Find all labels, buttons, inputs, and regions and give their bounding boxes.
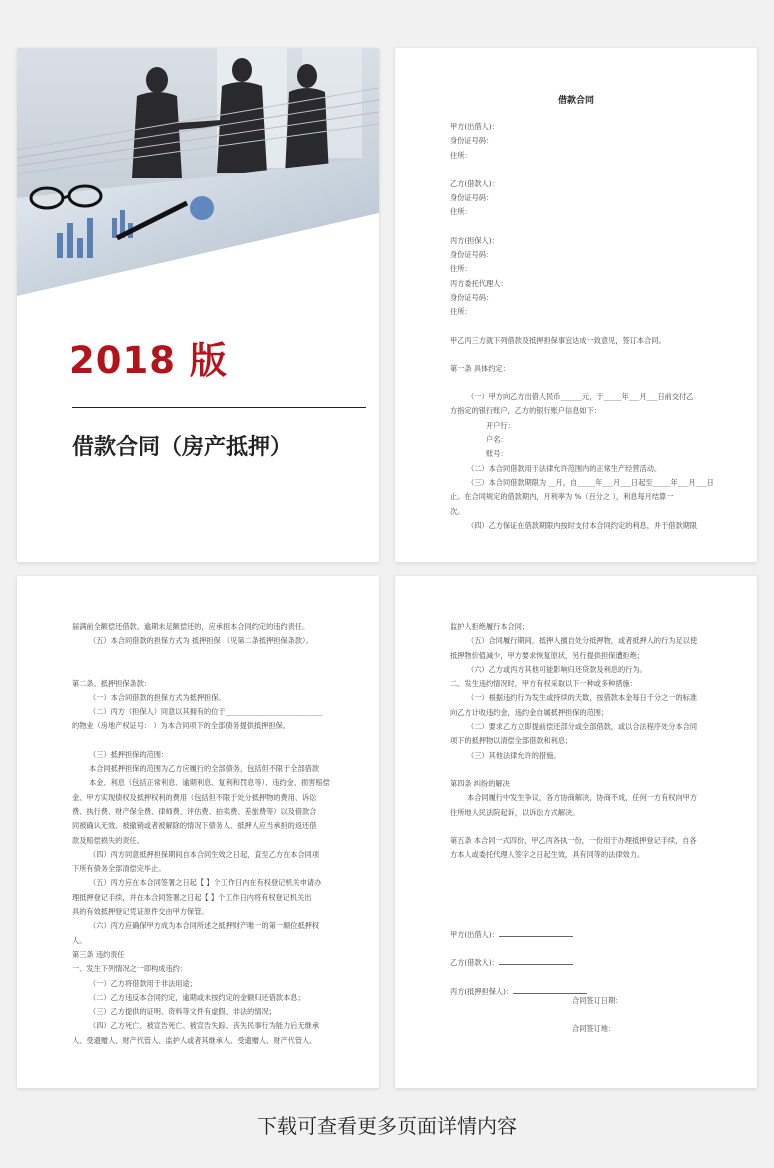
signature-label: 丙方(抵押担保人)： — [450, 986, 514, 996]
contract-line: 第二条、抵押担保条款： — [72, 678, 152, 688]
cover-title: 借款合同（房产抵押） — [72, 435, 293, 460]
contract-line — [450, 763, 697, 777]
contract-title: 借款合同 — [557, 96, 594, 106]
contract-line: （六）乙方或丙方其他可能影响归还贷款及利息的行为。 — [467, 664, 647, 674]
contract-line: 下所有债务全部清偿完毕止。 — [72, 864, 166, 874]
contract-line: 方指定的银行账户，乙方的银行账户信息如下： — [450, 406, 601, 416]
signature-line — [499, 956, 573, 965]
sign-place: 合同签订地： — [572, 1024, 616, 1034]
contract-line: （二）要求乙方立即提前偿还部分或全部借款，或以合法程序处分本合同 — [467, 722, 698, 732]
contract-page-2 — [17, 576, 379, 1088]
divider — [72, 407, 366, 408]
contract-line: （四）乙方死亡、被宣告死亡、被宣告失踪、丧失民事行为能力后无继承 — [89, 1021, 320, 1031]
contract-line — [72, 649, 330, 663]
contract-line: 开户行： — [486, 420, 515, 430]
signature-block — [450, 928, 587, 999]
contract-line — [72, 734, 330, 748]
signature-line — [513, 985, 587, 994]
contract-line: 的物业（房地产权证号： ）为本合同项下的全部债务提供抵押担保。 — [72, 721, 290, 731]
contract-line: 账号： — [486, 449, 508, 459]
signature-line — [499, 928, 573, 937]
contract-line: 本金、利息（包括正常利息、逾期利息、复利和罚息等）、违约金、损害赔偿 — [89, 778, 330, 788]
contract-line — [450, 376, 714, 390]
contract-line: 身份证号码： — [450, 193, 494, 203]
contract-line — [450, 320, 714, 334]
contract-line: 款及赔偿损失的责任。 — [72, 835, 144, 845]
contract-line: 户名： — [486, 435, 508, 445]
contract-line: 届满前全额偿还借款。逾期未足额偿还的，应承担本合同约定的违约责任。 — [72, 622, 310, 631]
contract-line: 具的有效抵押登记凭证原件交由甲方保管。 — [72, 907, 209, 917]
contract-line: （三）其他法律允许的措施。 — [467, 750, 561, 760]
contract-line: 身份证号码： — [450, 292, 494, 302]
sign-date: 合同签订日期： — [572, 996, 623, 1005]
contract-body — [72, 620, 330, 1048]
contract-line — [450, 348, 714, 362]
contract-line: 第四条 纠纷的解决 — [450, 778, 510, 788]
contract-line: （六）丙方应确保甲方成为本合同所述之抵押财产唯一的第一顺位抵押权 — [89, 921, 320, 931]
contract-line: 丙方(担保人)： — [450, 235, 499, 245]
contract-line: 方本人或委托代理人签字之日起生效，具有同等的法律效力。 — [450, 850, 645, 860]
contract-line: 甲方(出借人)： — [450, 122, 499, 131]
contract-line: （五）合同履行期间，抵押人擅自处分抵押物，或者抵押人的行为足以使 — [467, 636, 698, 646]
contract-line: （三）本合同借款期限为 __月，自_____年___月___日起至_____年___月___日 — [467, 477, 714, 487]
contract-line: 本合同履行中发生争议，各方协商解决，协商不成，任何一方有权向甲方 — [467, 793, 698, 803]
contract-line — [450, 820, 697, 834]
contract-line: （一）本合同借款的担保方式为抵押担保。 — [89, 692, 226, 702]
contract-line: 住所： — [450, 264, 472, 274]
contract-line: （三）抵押担保的范围： — [89, 749, 169, 759]
contract-line: 二、发生违约情况时，甲方有权采取以下一种或多种措施： — [450, 679, 637, 689]
contract-line: （四）丙方同意抵押担保期间自本合同生效之日起，直至乙方在本合同项 — [89, 849, 320, 859]
contract-page-3 — [395, 576, 757, 1088]
contract-line: 人。 — [72, 935, 87, 945]
contract-line: 乙方(借款人)： — [450, 178, 499, 188]
contract-page-1 — [395, 48, 757, 562]
contract-line: 费、执行费、财产保全费、律师费、评估费、拍卖费、差旅费等）以及借款合 — [72, 806, 317, 816]
contract-line: （一）乙方将借款用于非法用途； — [89, 978, 197, 988]
contract-line — [450, 220, 714, 234]
contract-line: （一）甲方向乙方出借人民币______元，于_____年___月___日前交付乙 — [467, 392, 694, 402]
contract-line: 项下的抵押物以清偿全部借款和利息； — [450, 736, 573, 746]
contract-body — [450, 120, 714, 533]
contract-line: 住所： — [450, 307, 472, 317]
contract-line: 丙方委托代理人： — [450, 278, 508, 288]
contract-line: 住所地人民法院起诉，以诉讼方式解决。 — [450, 807, 580, 817]
contract-line: 监护人拒绝履行本合同； — [450, 622, 530, 631]
signature-label: 甲方(出借人)： — [450, 930, 499, 939]
contract-line: （二）丙方（担保人）同意以其拥有的位于___________________________ — [89, 707, 323, 717]
cover-page — [17, 48, 379, 562]
contract-line: 人、受遗赠人、财产代管人、监护人或者其继承人、受遗赠人、财产代管人、 — [72, 1035, 317, 1045]
contract-line — [72, 663, 330, 677]
contract-line: 第五条 本合同一式四份，甲乙丙各执一份，一份用于办理抵押登记手续，自各 — [450, 835, 697, 845]
contract-line: 甲乙丙三方就下列借款及抵押担保事宜达成一致意见，签订本合同。 — [450, 335, 666, 345]
contract-line: （三）乙方提供的证明、资料等文件有虚假、非法的情况； — [89, 1007, 276, 1017]
download-hint: 下载可查看更多页面详情内容 — [257, 1114, 517, 1138]
contract-body — [450, 620, 697, 862]
signature-label: 乙方(借款人)： — [450, 958, 499, 968]
contract-line: 抵押物价值减少，甲方要求恢复原状，另行提供担保遭拒绝； — [450, 650, 645, 660]
contract-line: 金、甲方实现债权及抵押权利的费用（包括但不限于处分抵押物的费用、诉讼 — [72, 792, 317, 802]
contract-line: 第一条 具体约定： — [450, 363, 510, 373]
contract-line: （五）丙方应在本合同签署之日起【 】个工作日内在有权登记机关申请办 — [89, 878, 322, 888]
contract-line: 次。 — [450, 506, 465, 516]
contract-line: 理抵押登记手续，并在本合同签署之日起【 】个工作日内将有权登记机关出 — [72, 892, 312, 902]
contract-line: （二）本合同借款用于法律允许范围内的正常生产经营活动。 — [467, 463, 662, 473]
contract-line: 住所： — [450, 150, 472, 160]
contract-line: 向乙方计收违约金，违约金自属抵押担保的范围； — [450, 707, 609, 717]
cover-business-photo — [17, 48, 379, 298]
contract-line: 一、发生下列情况之一即构成违约： — [72, 964, 188, 974]
contract-line: 第三条 违约责任 — [72, 949, 125, 959]
contract-line: （二）乙方违反本合同约定，逾期或未按约定的金额归还借款本息； — [89, 992, 305, 1002]
contract-line: 身份证号码： — [450, 250, 494, 260]
contract-line: 本合同抵押担保的范围为乙方应履行的全部债务，包括但不限于全部借款 — [89, 764, 320, 774]
contract-line: （四）乙方保证在借款期限内按时支付本合同约定的利息，并于借款期限 — [467, 520, 698, 530]
contract-line: 止。在合同规定的借款期内，月利率为 %（百分之 ），利息每月结算一 — [450, 492, 674, 502]
cover-year: 2018 版 — [69, 339, 228, 382]
contract-line — [450, 163, 714, 177]
contract-line: （五）本合同借款的担保方式为 抵押担保 （见第二条抵押担保条款）。 — [89, 636, 313, 646]
contract-line: （一）根据违约行为发生或持续的天数，按借款本金每日千分之一的标准 — [467, 693, 698, 703]
contract-line: 身份证号码： — [450, 136, 494, 146]
contract-line: 同被确认无效、被撤销或者被解除的情况下债务人、抵押人应当承担的返还借 — [72, 821, 317, 831]
contract-line: 住所： — [450, 207, 472, 217]
